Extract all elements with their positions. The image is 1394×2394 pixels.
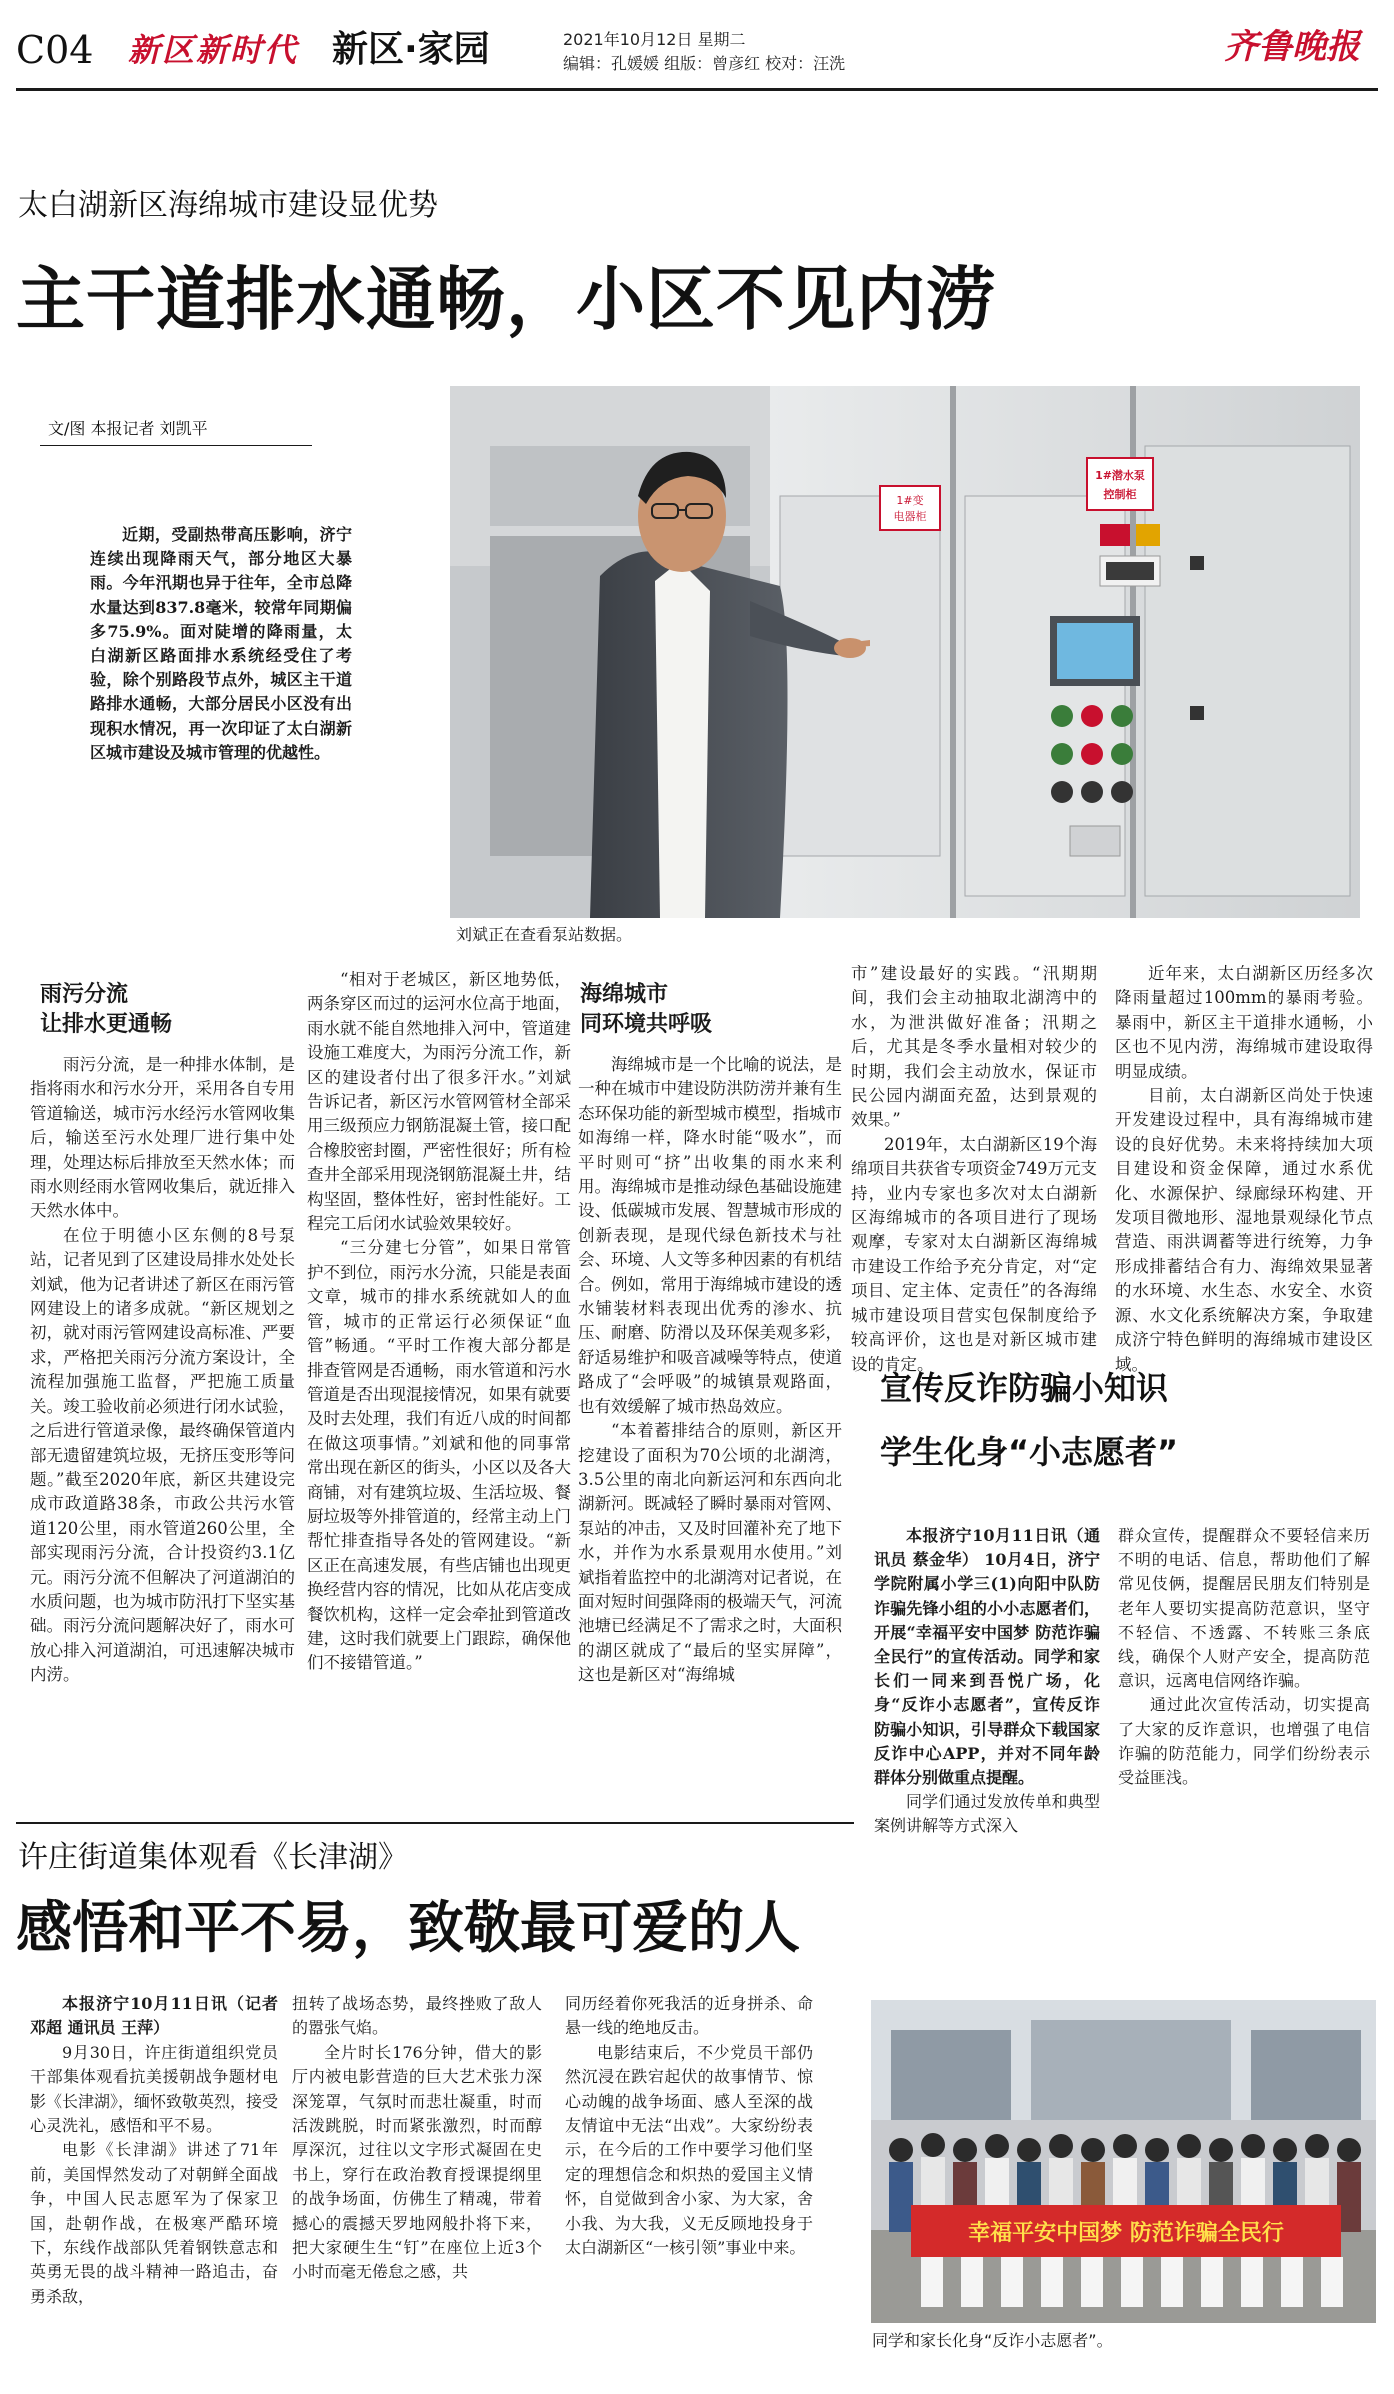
byline-rule xyxy=(40,445,312,446)
paper-name: 新区新时代 xyxy=(128,31,299,69)
paragraph: 电影《长津湖》讲述了71年前，美国悍然发动了对朝鲜全面战争，中国人民志愿军为了保家卫国，赴朝作战，在极寒严酷环境下，东线作战部队凭着钢铁意志和英勇无畏的战斗精神一路追击，奋勇杀敌， xyxy=(30,2140,278,2306)
article3-photo xyxy=(871,2000,1376,2323)
sign-substation: 1#变 xyxy=(896,494,924,507)
sign-pump: 1#潜水泵 xyxy=(1095,469,1145,482)
article3-column-1 xyxy=(874,1524,1100,1944)
article1-photo-caption: 刘斌正在查看泵站数据。 xyxy=(456,925,633,944)
article1-column-4 xyxy=(851,962,1097,1374)
paragraph: 同历经着你死我活的近身拼杀、命悬一线的绝地反击。 xyxy=(565,1994,813,2038)
article2-column-1 xyxy=(30,1992,278,2366)
article1-column-2 xyxy=(307,968,571,1770)
article1-byline: 文/图 本报记者 刘凯平 xyxy=(48,419,208,438)
section-heading-line1: 雨污分流 xyxy=(40,982,129,1007)
paragraph: 近年来，太白湖新区历经多次降雨量超过100mm的暴雨考验。暴雨中，新区主干道排水通畅，小区也不见内涝，海绵城市建设取得明显成绩。 xyxy=(1115,964,1373,1081)
paragraph: 通过此次宣传活动，切实提高了大家的反诈意识，也增强了电信诈骗的防范能力，同学们纷纷表示受益匪浅。 xyxy=(1118,1695,1370,1788)
article3-photo-caption: 同学和家长化身“反诈小志愿者”。 xyxy=(872,2331,1113,2350)
sign-pump-line2: 控制柜 xyxy=(1103,488,1137,501)
section-name: 新区·家园 xyxy=(332,29,490,70)
article1-column-3 xyxy=(578,1053,842,1770)
article3-kicker: 宣传反诈防骗小知识 xyxy=(880,1369,1169,1407)
section-heading-line2: 让排水更通畅 xyxy=(40,1012,173,1037)
paragraph: 海绵城市是一个比喻的说法，是一种在城市中建设防洪防涝并兼有生态环保功能的新型城市模型，指城市如海绵一样，降水时能“吸水”，而平时则可“挤”出收集的雨水来利用。海绵城市是推动绿色基础设施建设、低碳城市发展、智慧城市形成的创新表现，是现代绿色新技术与社会、环境、人文等多种因素的有机结合。例如，常用于海绵城市建设的透水铺装材料表现出优秀的渗水、抗压、耐磨、防滑以及环保美观多彩，舒适易维护和吸音减噪等特点，使道路成了“会呼吸”的城镇景观路面，也有效缓解了城市热岛效应。 xyxy=(578,1055,842,1416)
article1-lead xyxy=(90,523,352,815)
article1-column-5 xyxy=(1115,962,1373,1374)
article1-headline: 主干道排水通畅，小区不见内涝 xyxy=(16,260,996,340)
lead-paragraph: 近期，受副热带高压影响，济宁连续出现降雨天气，部分地区大暴雨。今年汛期也异于往年，全市总降水量达到837.8毫米，较常年同期偏多75.9%。面对陡增的降雨量，太白湖新区路面排水系统经受住了考验，除个别路段节点外，城区主干道路排水通畅，大部分居民小区没有出现积水情况，再一次印证了太白湖新区城市建设及城市管理的优越性。 xyxy=(90,525,352,762)
article2-column-2 xyxy=(292,1992,542,2366)
section-heading-sponge-city xyxy=(580,980,820,1040)
paragraph: 群众宣传，提醒群众不要轻信来历不明的电话、信息，帮助他们了解常见伎俩，提醒居民朋友们特别是老年人要切实提高防范意识，坚守不轻信、不透露、不转账三条底线，确保个人财产安全，提高防范意识，远离电信网络诈骗。 xyxy=(1118,1526,1370,1691)
paragraph: 雨污分流，是一种排水体制，是指将雨水和污水分开，采用各自专用管道输送，城市污水经污水管网收集后，输送至污水处理厂进行集中处理，处理达标后排放至天然水体；而雨水则经雨水管网收集后，就近排入天然水体中。 xyxy=(30,1055,295,1221)
paragraph: 目前，太白湖新区尚处于快速开发建设过程中，具有海绵城市建设的良好优势。未来将持续加大项目建设和资金保障，通过水系优化、水源保护、绿廊绿环构建、开发项目微地形、湿地景观绿化节点营造、雨洪调蓄等进行统筹，力争形成排蓄结合有力、海绵效果显著的水环境、水生态、水安全、水资源、水文化系统解决方案，争取建成济宁特色鲜明的海绵城市建设区域。 xyxy=(1115,1086,1373,1374)
date-line: 2021年10月12日 星期二 xyxy=(563,30,746,49)
article1-photo xyxy=(450,386,1360,918)
paragraph: 本报济宁10月11日讯（记者 邓超 通讯员 王萍） xyxy=(30,1994,278,2038)
article1-column-1 xyxy=(30,1053,295,1770)
section-heading-line2: 同环境共呼吸 xyxy=(580,1012,713,1037)
sign-substation-line2: 电器柜 xyxy=(893,510,927,523)
banner-text: 幸福平安中国梦 防范诈骗全民行 xyxy=(968,2221,1284,2246)
section-heading-rainwater xyxy=(40,980,280,1040)
masthead-rule xyxy=(16,88,1378,91)
paragraph: 在位于明德小区东侧的8号泵站，记者见到了区建设局排水处处长刘斌，他为记者讲述了新区在雨污管网建设上的诸多成就。“新区规划之初，就对雨污管网建设高标准、严要求，严格把关雨污分流方案设计，全流程加强施工监督，严把施工质量关。竣工验收前必须进行闭水试验，之后进行管道录像，最终确保管道内部无遗留建筑垃圾，无挤压变形等问题。”截至2020年底，新区共建设完成市政道路38条，市政公共污水管道120公里，雨水管道260公里，全部实现雨污分流，合计投资约3.1亿元。雨污分流不但解决了河道湖泊的水质问题，也为城市防汛打下坚实基础。雨污分流问题解决好了，雨水可放心排入河道湖泊，可迅速解决城市内涝。 xyxy=(30,1225,295,1685)
staff-line: 编辑：孔媛媛 组版：曾彦红 校对：汪洗 xyxy=(563,54,846,73)
paragraph: “相对于老城区，新区地势低，两条穿区而过的运河水位高于地面，雨水就不能自然地排入河中，管道建设施工难度大，为雨污分流工作，新区的建设者付出了很多汗水。”刘斌告诉记者，新区污水管网管材全部采用三级预应力钢筋混凝土管，接口配合橡胶密封圈，严密性很好；所有检查井全部采用现浇钢筋混凝土井，结构坚固，整体性好，密封性能好。工程完工后闭水试验效果较好。 xyxy=(307,970,571,1234)
brand-logo: 齐鲁晚报 xyxy=(1224,27,1360,67)
article1-bottom-rule xyxy=(16,1822,854,1824)
paragraph: 电影结束后，不少党员干部仍然沉浸在跌宕起伏的故事情节、惊心动魄的战争场面、感人至深的战友情谊中无法“出戏”。大家纷纷表示，在今后的工作中要学习他们坚定的理想信念和炽热的爱国主义情怀，自觉做到舍小家、为大家，舍小我、为大我，义无反顾地投身于太白湖新区“一核引领”事业中来。 xyxy=(565,2042,813,2258)
paragraph: 2019年，太白湖新区19个海绵项目共获省专项资金749万元支持，业内专家也多次对太白湖新区海绵城市的各项目进行了现场观摩，专家对太白湖新区海绵城市建设工作给予充分肯定，对“定项目、定主体、定责任”的各海绵城市建设项目营实包保制度给予较高评价，这也是对新区城市建设的肯定。 xyxy=(851,1134,1097,1374)
paragraph: 同学们通过发放传单和典型案例讲解等方式深入 xyxy=(874,1792,1100,1836)
paragraph: “三分建七分管”，如果日常管护不到位，雨污水分流，只能是表面文章，城市的排水系统就如人的血管，城市的正常运行必须保证“血管”畅通。“平时工作複大部分都是排查管网是否通畅，雨水管道和污水管道是否出现混接情况，如果有就要及时去处理，我们有近八成的时间都在做这项事情。”刘斌和他的同事常常出现在新区的街头，小区以及各大商铺，对有建筑垃圾、生活垃圾、餐厨垃圾等外排管道的，经常主动上门帮忙排查指导各处的管网建设。“新区正在高速发展，有些店铺也出现更换经营内容的情况，比如从花店变成餐饮机构，这样一定会牵扯到管道改建，这时我们就要上门跟踪，确保他们不接错管道。” xyxy=(307,1238,571,1673)
paragraph: 9月30日，许庄街道组织党员干部集体观看抗美援朝战争题材电影《长津湖》，缅怀致敬英烈，接受心灵洗礼，感悟和平不易。 xyxy=(30,2042,279,2136)
page-number: C04 xyxy=(16,28,94,72)
paragraph: 市”建设最好的实践。“汛期期间，我们会主动抽取北湖湾中的水，为泄洪做好准备；汛期之后，尤其是冬季水量相对较少的时期，我们会主动放水，保证市民公园内湖面充盈，达到景观的效果。” xyxy=(851,964,1097,1130)
article2-headline: 感悟和平不易，致敬最可爱的人 xyxy=(16,1896,800,1961)
paragraph: “本着蓄排结合的原则，新区开挖建设了面积为70公顷的北湖湾，3.5公里的南北向新运河和东西向北湖新河。既减轻了瞬时暴雨对管网、泵站的冲击，又及时回灌补充了地下水，并作为水系景观用水使用。”刘斌指着监控中的北湖湾对记者说，在面对短时间强降雨的极端天气，河流池塘已经满足不了需求之时，大面积的湖区就成了“最后的坚实屏障”，这也是新区对“海绵城 xyxy=(578,1421,842,1685)
section-heading-line1: 海绵城市 xyxy=(580,982,669,1007)
article3-headline: 学生化身“小志愿者” xyxy=(880,1433,1179,1471)
paragraph: 全片时长176分钟，借大的影厅内被电影营造的巨大艺术张力深深笼罩，气氛时而悲壮凝重，时而活泼跳脱，时而紧张激烈，时而醇厚深沉，过往以文字形式凝固在史书上，穿行在政治教育授课提纲里的战争场面，仿佛生了精魂，带着撼心的震撼天罗地网般扑将下来，把大家硬生生“钉”在座位上近3个小时而毫无倦怠之感，共 xyxy=(292,2042,542,2282)
article2-column-3 xyxy=(565,1992,813,2366)
masthead xyxy=(0,0,1394,86)
paragraph: 本报济宁10月11日讯（通讯员 蔡金华） 10月4日，济宁学院附属小学三(1)向阳中队防诈骗先锋小组的小小志愿者们，开展“幸福平安中国梦 防范诈骗全民行”的宣传活动。同学和家长们一同来到吾悦广场，化身“反诈小志愿者”，宣传反诈防骗小知识，引导群众下载国家反诈中心APP，并对不同年龄群体分别做重点提醒。 xyxy=(874,1526,1100,1788)
paragraph: 扭转了战场态势，最终挫败了敌人的嚣张气焰。 xyxy=(292,1994,542,2038)
article1-kicker: 太白湖新区海绵城市建设显优势 xyxy=(18,188,438,223)
article3-column-2 xyxy=(1118,1524,1370,1944)
article2-kicker: 许庄街道集体观看《长津湖》 xyxy=(18,1840,408,1875)
